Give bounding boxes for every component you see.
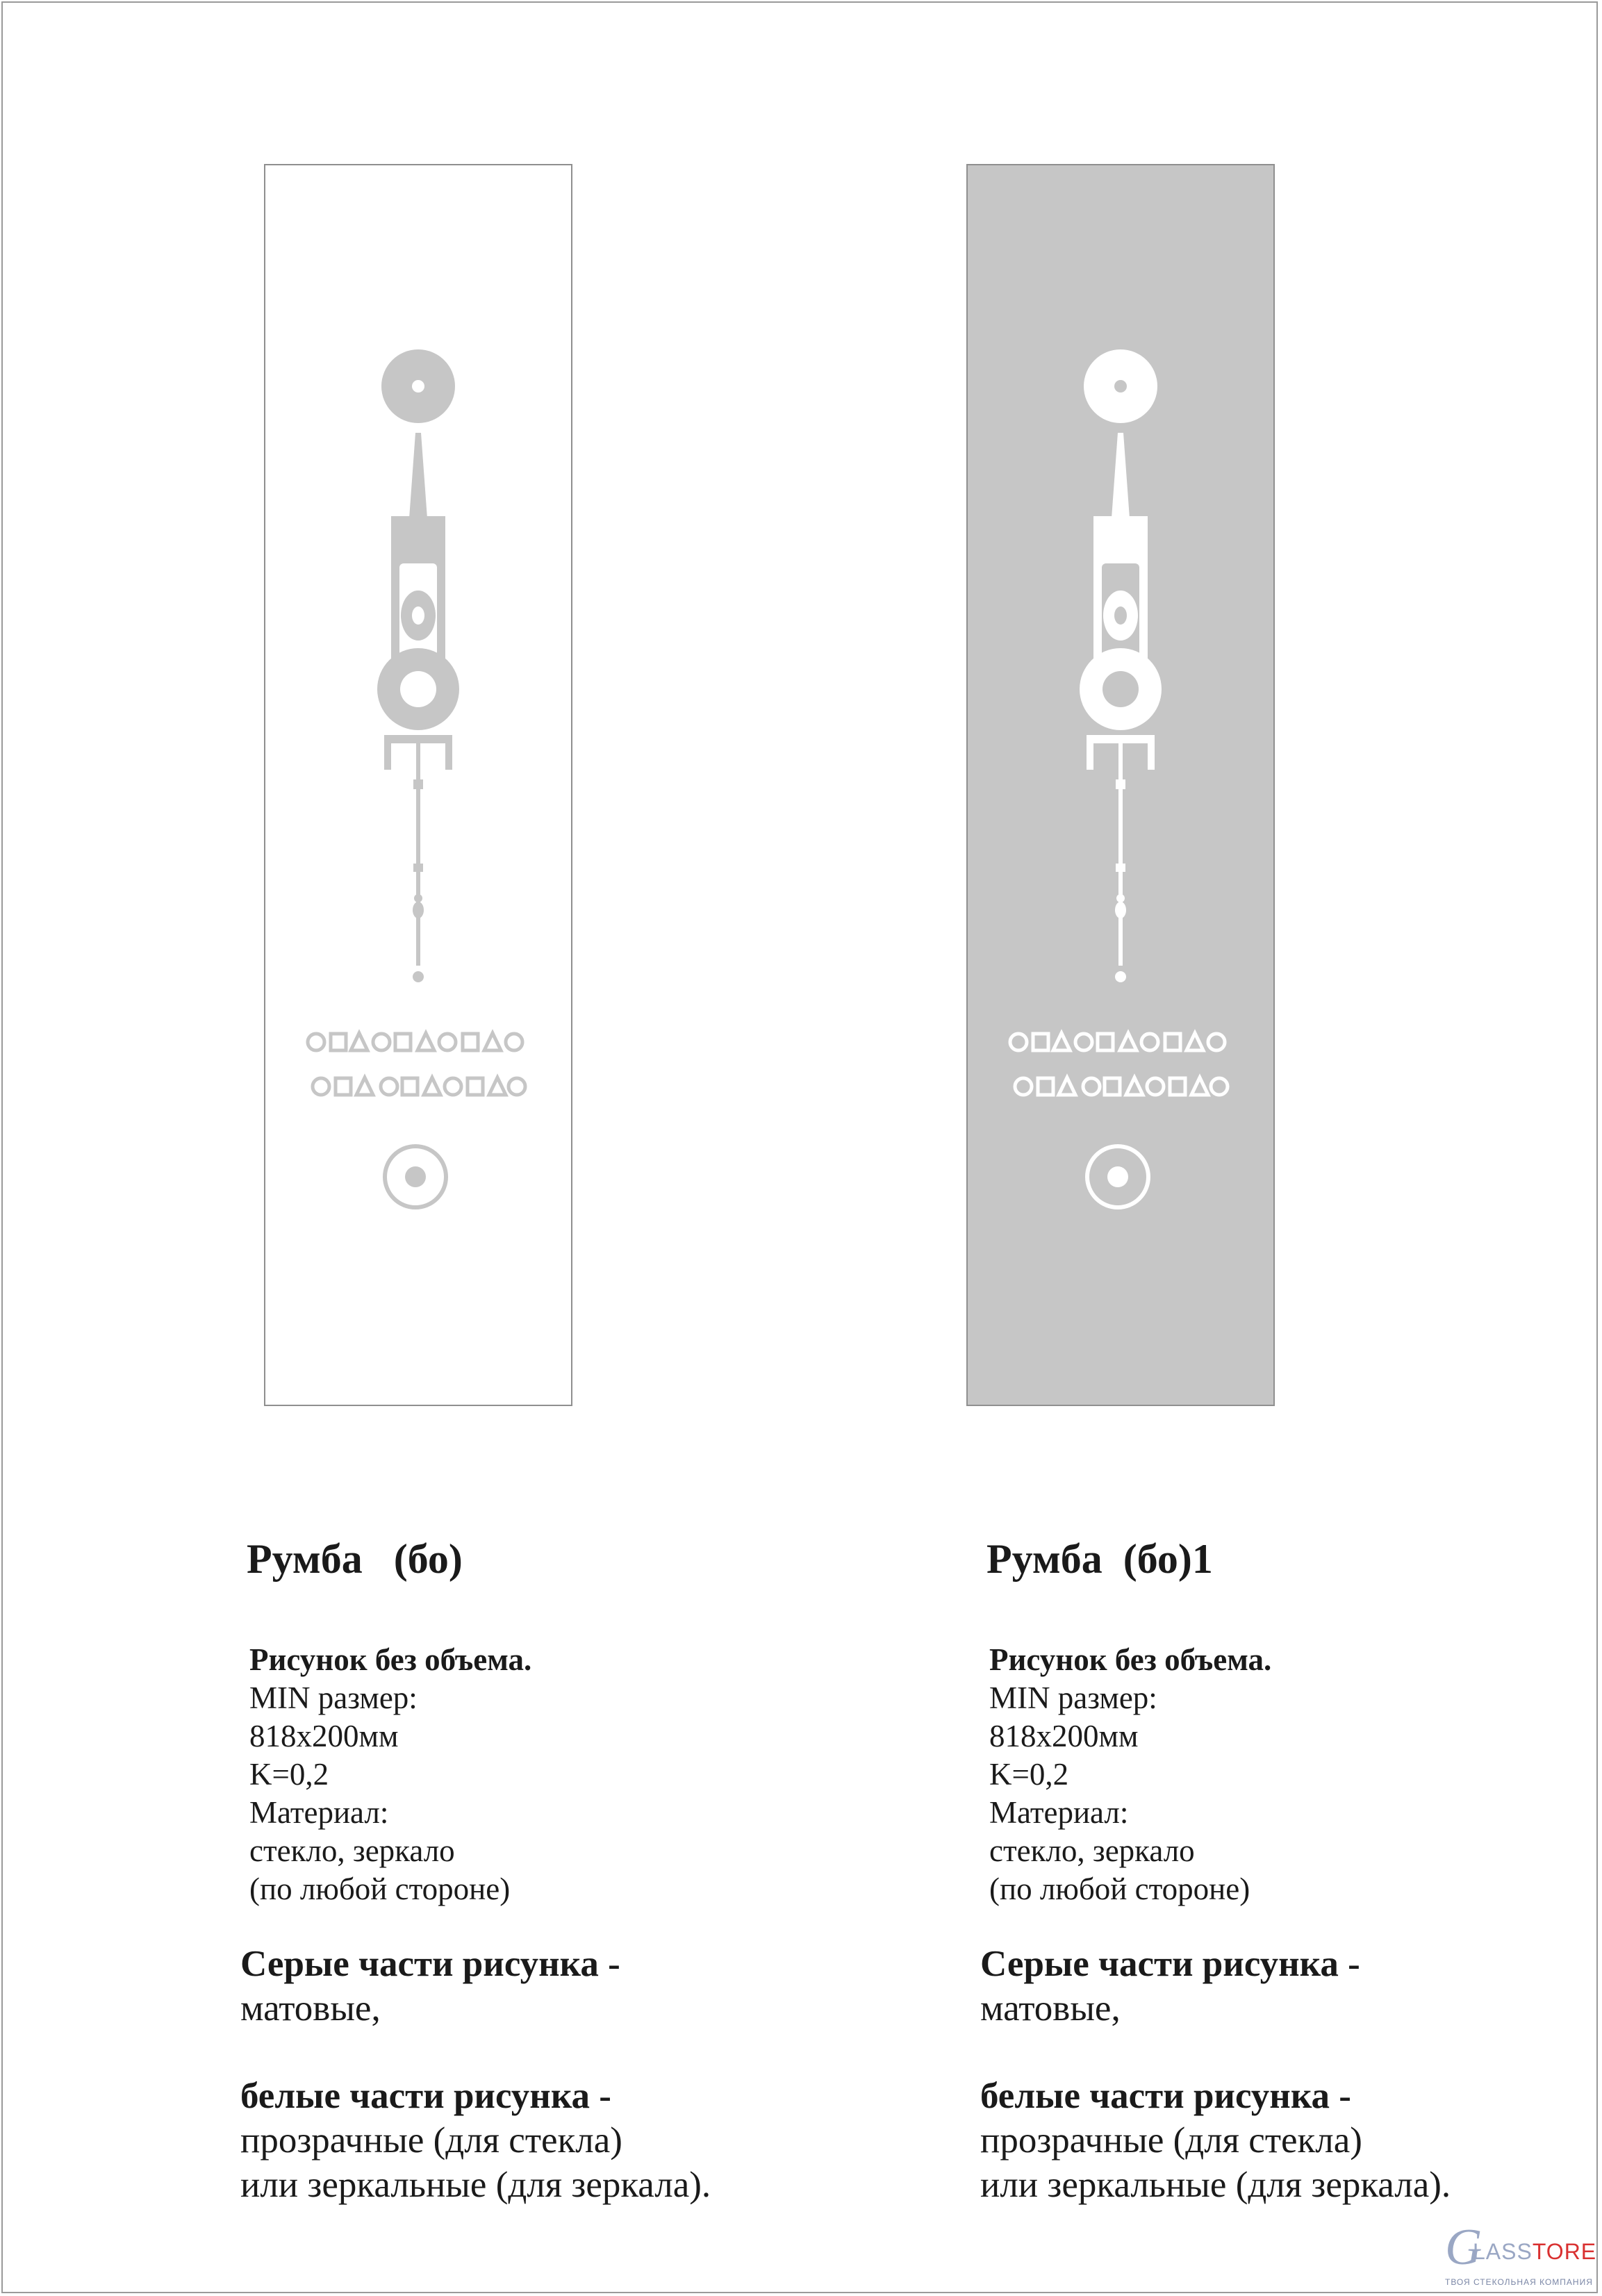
glyph-box <box>1098 1034 1113 1050</box>
design-title: Румба (бо) <box>247 1536 463 1582</box>
stem-end-dot <box>1115 971 1126 982</box>
big-ring-hole <box>1103 671 1139 707</box>
glyph-triangle <box>1126 1077 1143 1095</box>
glyph-triangle <box>1187 1033 1203 1050</box>
note-text: матовые, <box>240 1988 381 2029</box>
note-clear <box>240 2074 711 2207</box>
stem-bead <box>413 779 423 789</box>
spec-list <box>989 1641 1271 1908</box>
logo-word-accent: TORE <box>1532 2239 1597 2264</box>
note-text: или зеркальные (для зеркала). <box>240 2165 711 2205</box>
logo-word-main: LASS <box>1473 2239 1533 2264</box>
note-heading: Серые части рисунка - <box>980 1944 1360 1984</box>
glyph-box <box>336 1078 351 1095</box>
note-text: прозрачные (для стекла) <box>980 2120 1362 2161</box>
spec-line: (по любой стороне) <box>989 1872 1250 1906</box>
spec-line: Материал: <box>249 1795 389 1830</box>
glyph-triangle <box>356 1077 373 1095</box>
design-panel-clear <box>966 164 1275 1406</box>
spec-line: MIN размер: <box>989 1680 1157 1715</box>
glyph-circle <box>1141 1034 1158 1050</box>
glyph-box <box>1165 1034 1180 1050</box>
stem-drop <box>413 902 424 918</box>
glyph-triangle <box>1053 1033 1070 1050</box>
spec-line: Рисунок без объема. <box>249 1642 532 1677</box>
design-panel-matte <box>264 164 572 1406</box>
glyph-circle <box>1208 1034 1225 1050</box>
glyph-box <box>468 1078 483 1095</box>
top-disc-hole <box>1114 380 1127 393</box>
stem-end-dot <box>413 971 424 982</box>
spec-line: стекло, зеркало <box>989 1833 1195 1868</box>
spec-line: K=0,2 <box>989 1757 1069 1792</box>
logo-mark: G <box>1445 2219 1483 2276</box>
note-heading: Серые части рисунка - <box>240 1944 620 1984</box>
note-matte <box>240 1942 620 2031</box>
glyph-box <box>331 1034 346 1050</box>
glyph-circle <box>509 1078 525 1095</box>
design-title: Румба (бо)1 <box>986 1536 1213 1582</box>
spec-line: стекло, зеркало <box>249 1833 455 1868</box>
note-heading: белые части рисунка - <box>980 2076 1351 2116</box>
glyph-box <box>1105 1078 1120 1095</box>
note-matte <box>980 1942 1360 2031</box>
glyph-triangle <box>1059 1077 1075 1095</box>
spec-line: MIN размер: <box>249 1680 418 1715</box>
spike-shape <box>1112 433 1130 518</box>
glyph-box <box>1170 1078 1185 1095</box>
ornament-illustration <box>265 165 571 1405</box>
logo-wordmark <box>1473 2239 1596 2264</box>
spec-line: Материал: <box>989 1795 1129 1830</box>
glyph-circle <box>308 1034 324 1050</box>
spec-line: 818x200мм <box>249 1719 399 1753</box>
glyph-box <box>1038 1078 1053 1095</box>
note-text: прозрачные (для стекла) <box>240 2120 622 2161</box>
stem-bead <box>1116 864 1125 872</box>
ornament-illustration <box>968 165 1273 1405</box>
glyph-triangle <box>351 1033 368 1050</box>
window-oval-hole <box>412 606 424 625</box>
glyph-triangle <box>489 1077 506 1095</box>
spec-line: Рисунок без объема. <box>989 1642 1272 1677</box>
top-disc-hole <box>412 380 424 393</box>
note-text: или зеркальные (для зеркала). <box>980 2165 1451 2205</box>
glyph-circle <box>1015 1078 1032 1095</box>
spec-line: 818x200мм <box>989 1719 1139 1753</box>
window-oval-hole <box>1114 606 1127 625</box>
stem-bead <box>1116 894 1125 902</box>
stem-drop <box>1115 902 1126 918</box>
glyph-circle <box>1147 1078 1164 1095</box>
glyph-circle <box>373 1034 390 1050</box>
logo-tagline: ТВОЯ СТЕКОЛЬНАЯ КОМПАНИЯ <box>1445 2277 1593 2287</box>
stem-bead <box>1116 779 1125 789</box>
glyph-box <box>402 1078 418 1095</box>
stem-shape <box>416 743 420 966</box>
glyph-box <box>395 1034 411 1050</box>
glyph-circle <box>506 1034 522 1050</box>
stem-bead <box>414 894 422 902</box>
glyph-triangle <box>484 1033 501 1050</box>
spec-line: (по любой стороне) <box>249 1872 511 1906</box>
stem-shape <box>1118 743 1123 966</box>
glyph-triangle <box>1191 1077 1208 1095</box>
spec-list <box>249 1641 531 1908</box>
note-heading: белые части рисунка - <box>240 2076 611 2116</box>
glyph-circle <box>381 1078 397 1095</box>
glyph-circle <box>1211 1078 1228 1095</box>
spec-line: K=0,2 <box>249 1757 329 1792</box>
note-text: матовые, <box>980 1988 1121 2029</box>
glyph-box <box>463 1034 478 1050</box>
bottom-target-dot <box>405 1166 426 1187</box>
glyph-circle <box>313 1078 329 1095</box>
glyph-circle <box>1010 1034 1027 1050</box>
glyph-triangle <box>418 1033 434 1050</box>
glyph-triangle <box>1120 1033 1137 1050</box>
company-logo <box>1431 2220 1598 2293</box>
glyph-circle <box>1083 1078 1100 1095</box>
glyph-circle <box>445 1078 461 1095</box>
big-ring-hole <box>400 671 436 707</box>
stem-bead <box>413 864 423 872</box>
glyph-circle <box>439 1034 456 1050</box>
bottom-target-dot <box>1107 1166 1128 1187</box>
note-clear <box>980 2074 1451 2207</box>
glyph-box <box>1033 1034 1048 1050</box>
glyph-circle <box>1075 1034 1092 1050</box>
spike-shape <box>409 433 427 518</box>
glyph-triangle <box>424 1077 440 1095</box>
